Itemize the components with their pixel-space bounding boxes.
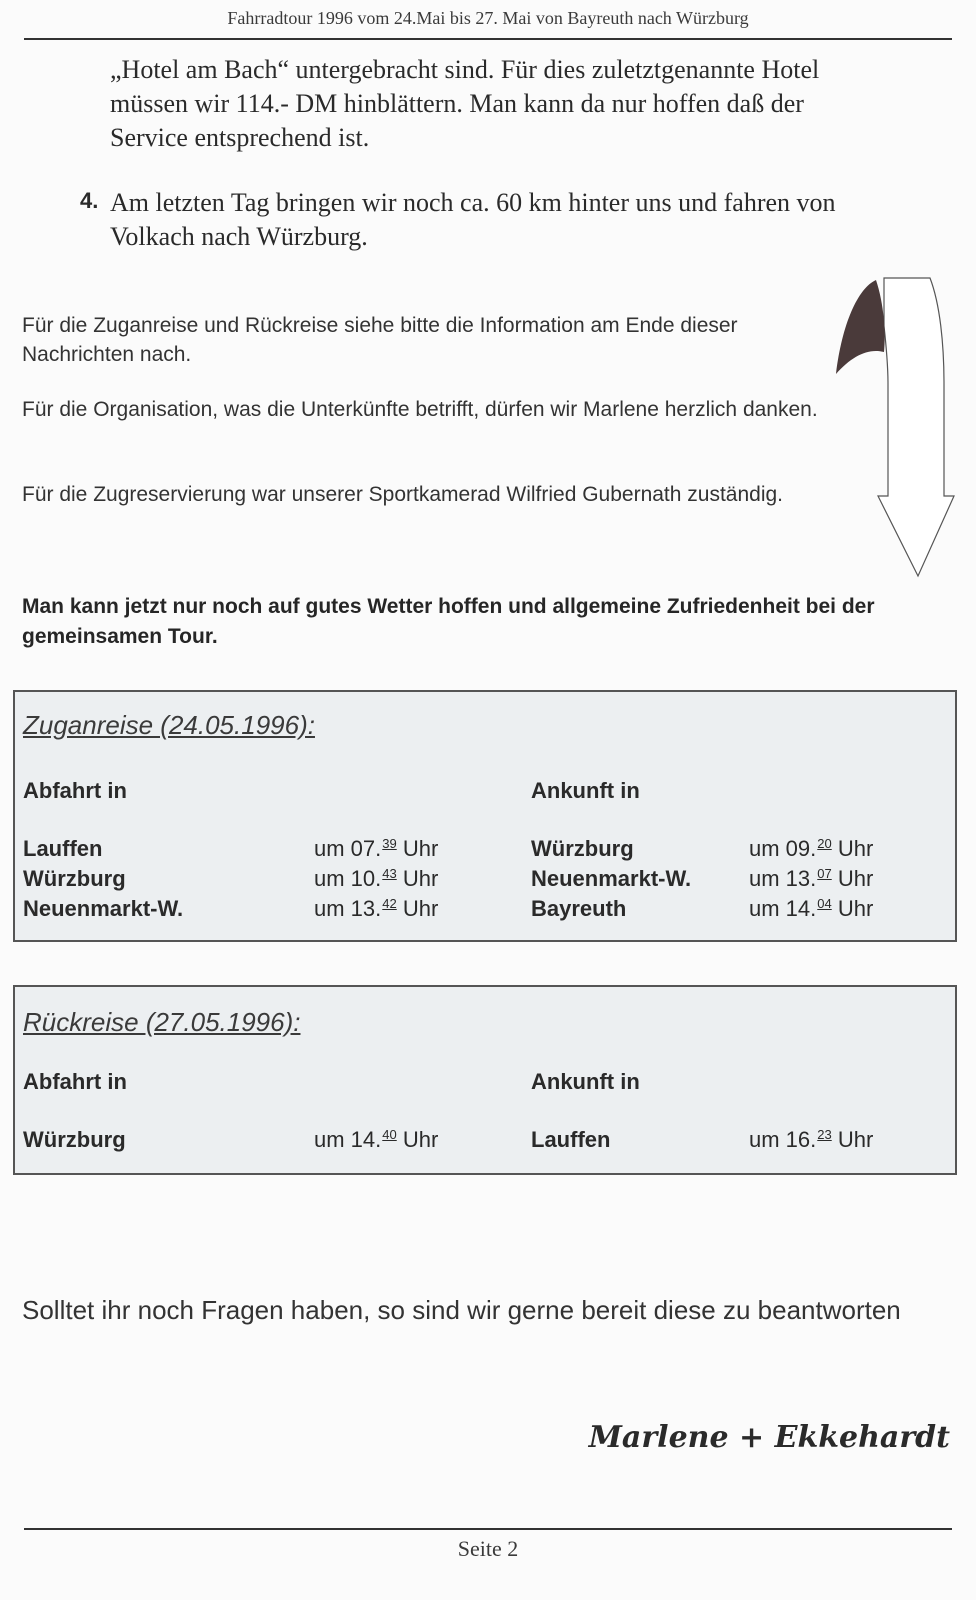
anreise-row3-dep-time: um 13.42 Uhr (314, 896, 439, 921)
anreise-departure-header: Abfahrt in (23, 778, 127, 803)
anreise-box (13, 690, 957, 942)
rueckreise-row1-to: Lauffen (531, 1127, 611, 1152)
anreise-row3-arr-time: um 14.04 Uhr (749, 896, 874, 921)
rueckreise-box (13, 985, 957, 1175)
note-travel-info: Für die Zuganreise und Rückreise siehe bitte die Information am Ende dieser Nachrichten nach. (22, 314, 738, 366)
anreise-row2-dep-time: um 10.43 Uhr (314, 866, 439, 891)
closing-text: Solltet ihr noch Fragen haben, so sind wir gerne bereit diese zu beantworten (22, 1295, 901, 1325)
intro-paragraph: „Hotel am Bach“ untergebracht sind. Für dies zuletztgenannte Hotel müssen wir 114.- DM hinblättern. Man kann da nur hoffen daß der Service entsprechend ist. (110, 55, 820, 152)
anreise-row2-arr-time: um 13.07 Uhr (749, 866, 874, 891)
item-text: Am letzten Tag bringen wir noch ca. 60 km hinter uns und fahren von Volkach nach Würzburg. (110, 188, 836, 251)
anreise-row2-to: Neuenmarkt-W. (531, 866, 692, 891)
anreise-row1-dep-time: um 07.39 Uhr (314, 836, 439, 861)
anreise-title: Zuganreise (24.05.1996): (23, 710, 315, 740)
anreise-arrival-header: Ankunft in (531, 778, 640, 803)
footer-divider (24, 1528, 952, 1530)
page-header (24, 8, 952, 40)
rueckreise-arrival-header: Ankunft in (531, 1069, 640, 1094)
anreise-row1-arr-time: um 09.20 Uhr (749, 836, 874, 861)
header-title: Fahrradtour 1996 vom 24.Mai bis 27. Mai von Bayreuth nach Würzburg (227, 8, 749, 28)
page-number: Seite 2 (457, 1536, 519, 1561)
item-number: 4. (80, 188, 99, 213)
curved-down-arrow-icon (832, 274, 958, 584)
anreise-row3-from: Neuenmarkt-W. (23, 896, 184, 921)
rueckreise-title: Rückreise (27.05.1996): (23, 1007, 301, 1037)
rueckreise-row1-dep-time: um 14.40 Uhr (314, 1127, 439, 1152)
signature: Marlene + Ekkehardt (588, 1420, 950, 1455)
rueckreise-row1-arr-time: um 16.23 Uhr (749, 1127, 874, 1152)
rueckreise-departure-header: Abfahrt in (23, 1069, 127, 1094)
rueckreise-row1-from: Würzburg (23, 1127, 126, 1152)
anreise-row3-to: Bayreuth (531, 896, 627, 921)
weather-wish: Man kann jetzt nur noch auf gutes Wetter hoffen und allgemeine Zufriedenheit bei der gemeinsamen Tour. (22, 595, 875, 648)
anreise-row1-from: Lauffen (23, 836, 103, 861)
note-organisation-thanks: Für die Organisation, was die Unterkünfte betrifft, dürfen wir Marlene herzlich danken. (22, 398, 818, 421)
note-reservation: Für die Zugreservierung war unserer Sportkamerad Wilfried Gubernath zuständig. (22, 483, 784, 506)
anreise-row1-to: Würzburg (531, 836, 634, 861)
anreise-row2-from: Würzburg (23, 866, 126, 891)
